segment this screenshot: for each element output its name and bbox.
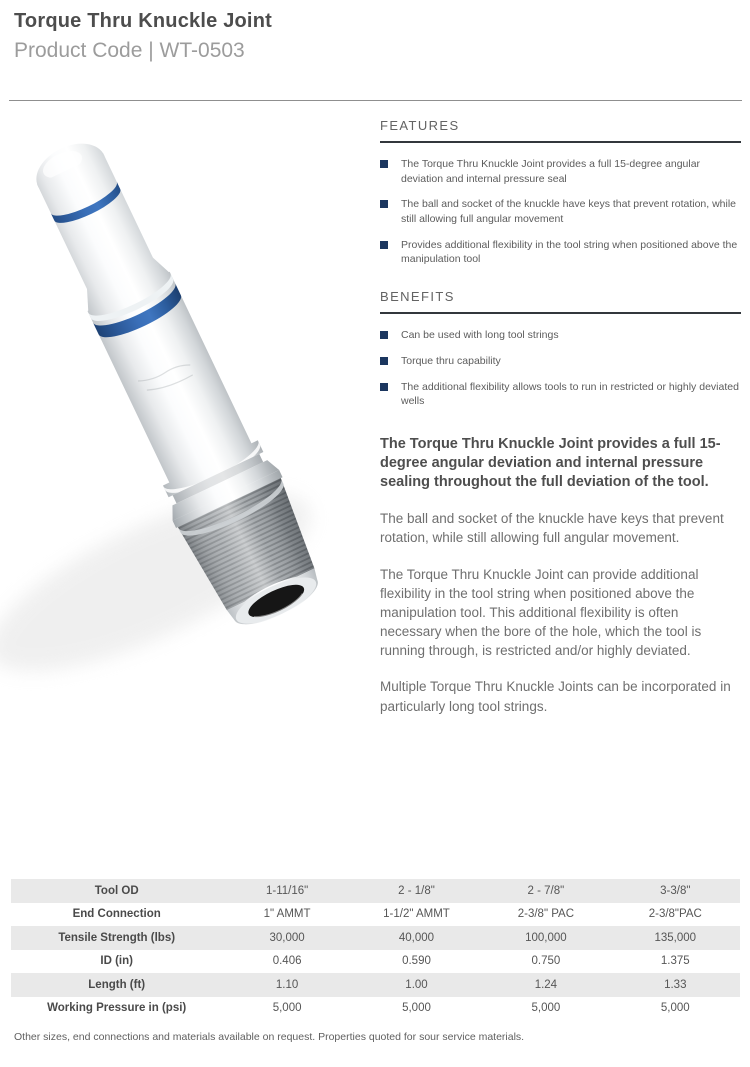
row-value: 0.590	[402, 955, 431, 968]
page-header	[14, 10, 272, 63]
table-row	[11, 879, 740, 903]
bullet-square-icon	[380, 160, 388, 168]
row-value: 135,000	[654, 931, 697, 944]
description-paragraph: The Torque Thru Knuckle Joint can provide additional flexibility in the tool string when positioned above the manipulation tool. This additional flexibility is often necessary when the bore of the hole, which the tool is running through, is restricted and/or highly deviated.	[380, 566, 702, 659]
feature-item-text: The ball and socket of the knuckle have keys that prevent rotation, while still allowing full angular movement	[401, 198, 737, 226]
feature-item	[380, 157, 741, 186]
features-divider	[380, 141, 741, 143]
description-lead: The Torque Thru Knuckle Joint provides a full 15-degree angular deviation and internal pressure sealing throughout the full deviation of the tool.	[380, 435, 721, 491]
row-value: 2 - 1/8"	[398, 884, 435, 897]
row-value: 1-11/16"	[265, 884, 309, 897]
benefits-divider	[380, 312, 741, 314]
description-paragraph: The ball and socket of the knuckle have keys that prevent rotation, while still allowing full angular movement.	[380, 511, 724, 546]
row-value: 5,000	[272, 1002, 302, 1015]
description-paragraphs	[380, 509, 741, 715]
table-row	[11, 950, 740, 974]
benefit-item-text: Can be used with long tool strings	[401, 329, 559, 342]
row-value: 2 - 7/8"	[527, 884, 565, 897]
row-value: 1.10	[275, 978, 299, 991]
features-heading: FEATURES	[380, 118, 460, 133]
feature-item-text: The Torque Thru Knuckle Joint provides a full 15-degree angular deviation and internal pressure seal	[401, 158, 701, 185]
benefits-section	[380, 289, 741, 409]
table-row	[11, 903, 740, 927]
row-value: 3-3/8"	[660, 884, 691, 897]
right-column	[380, 118, 741, 716]
benefit-item-text: Torque thru capability	[401, 354, 501, 367]
features-list	[380, 157, 741, 267]
table-row	[11, 973, 740, 997]
row-label: ID (in)	[100, 955, 133, 968]
bullet-square-icon	[380, 200, 388, 208]
row-value: 30,000	[269, 931, 305, 944]
row-label: Working Pressure in (psi)	[47, 1002, 187, 1015]
benefit-item	[380, 328, 741, 343]
row-value: 40,000	[398, 931, 435, 944]
table-row	[11, 997, 740, 1021]
row-label: Tool OD	[94, 884, 139, 897]
bullet-square-icon	[380, 357, 388, 365]
benefit-item	[380, 354, 741, 369]
footnote: Other sizes, end connections and materials available on request. Properties quoted for sour service materials.	[14, 1031, 525, 1043]
row-value: 1.33	[664, 978, 687, 991]
row-value: 5,000	[531, 1002, 561, 1015]
row-label: Length (ft)	[88, 978, 146, 991]
description-paragraph: Multiple Torque Thru Knuckle Joints can be incorporated in particularly long tool strings.	[380, 679, 731, 714]
table-row	[11, 926, 740, 950]
row-value: 1.24	[534, 978, 558, 991]
row-value: 2-3/8"PAC	[648, 908, 702, 921]
bullet-square-icon	[380, 331, 388, 339]
row-value: 0.750	[531, 955, 561, 968]
bullet-square-icon	[380, 241, 388, 249]
feature-item-text: Provides additional flexibility in the tool string when positioned above the manipulation tool	[401, 238, 738, 266]
row-label: Tensile Strength (lbs)	[58, 931, 176, 944]
feature-item	[380, 197, 741, 226]
row-value: 5,000	[402, 1002, 431, 1015]
benefit-item-text: The additional flexibility allows tools to run in restricted or highly deviated wells	[401, 380, 739, 408]
spec-table	[11, 879, 740, 1020]
row-value: 1" AMMT	[263, 908, 311, 921]
features-section	[380, 118, 741, 267]
row-value: 2-3/8" PAC	[517, 908, 575, 921]
row-value: 1.00	[405, 978, 428, 991]
feature-item	[380, 238, 741, 267]
header-divider	[9, 100, 742, 101]
row-value: 0.406	[272, 955, 302, 968]
row-value: 5,000	[660, 1002, 690, 1015]
bullet-square-icon	[380, 383, 388, 391]
product-code: Product Code | WT-0503	[14, 39, 245, 62]
page-title: Torque Thru Knuckle Joint	[14, 10, 272, 32]
row-label: End Connection	[72, 908, 161, 921]
benefits-heading: BENEFITS	[380, 289, 455, 305]
product-image	[0, 112, 375, 692]
row-value: 100,000	[525, 931, 567, 944]
row-value: 1-1/2" AMMT	[383, 908, 450, 921]
row-value: 1.375	[660, 955, 690, 968]
benefits-list	[380, 328, 741, 409]
benefit-item	[380, 380, 741, 409]
